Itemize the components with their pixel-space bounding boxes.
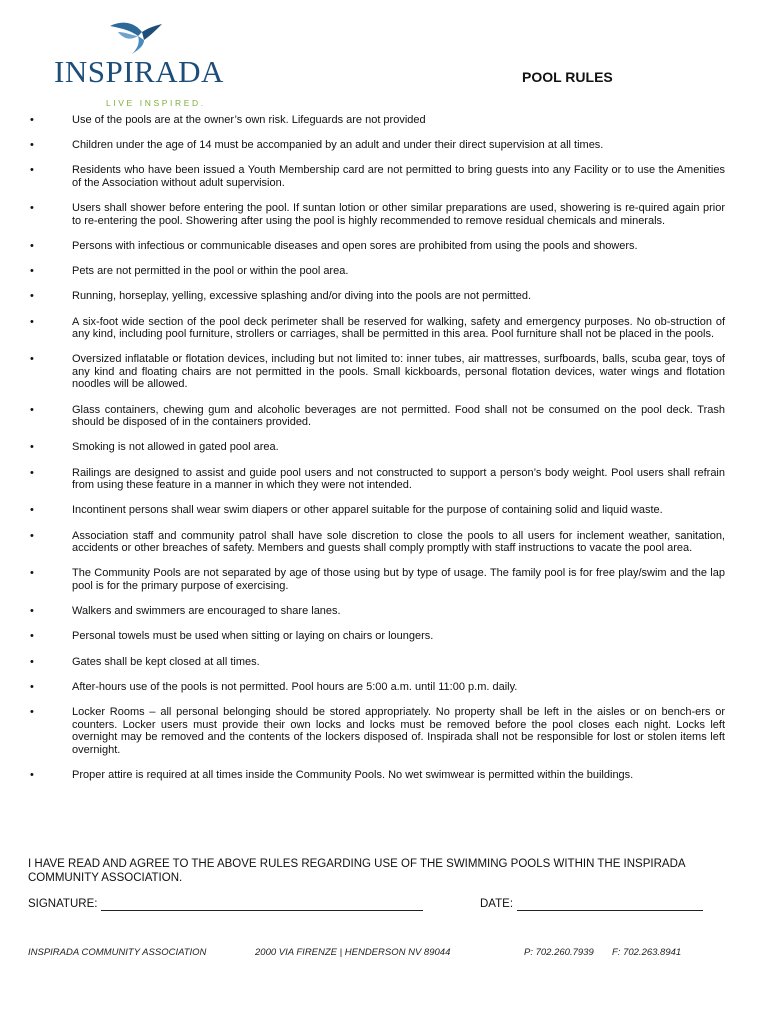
bullet-icon: • — [30, 605, 34, 618]
rule-text: Persons with infectious or communicable diseases and open sores are prohibited from using the pools and showers. — [72, 239, 638, 252]
bullet-icon: • — [30, 315, 34, 328]
bullet-icon: • — [30, 265, 34, 278]
rule-text: Incontinent persons shall wear swim diapers or other apparel suitable for the purpose of containing solid and liquid waste. — [72, 504, 663, 517]
rule-text: Smoking is not allowed in gated pool area. — [72, 441, 279, 454]
bullet-icon: • — [30, 403, 34, 416]
bullet-icon: • — [30, 466, 34, 479]
page-title: POOL RULES — [522, 69, 613, 85]
bullet-icon: • — [30, 680, 34, 693]
rule-text: Walkers and swimmers are encouraged to share lanes. — [72, 605, 341, 618]
agreement-statement: I HAVE READ AND AGREE TO THE ABOVE RULES REGARDING USE OF THE SWIMMING POOLS WITHIN THE INSPIRADA COMMUNITY ASSOCIATION. — [28, 858, 685, 884]
logo-wordmark: INSPIRADA — [54, 54, 224, 89]
rule-item — [30, 139, 725, 152]
hummingbird-icon — [108, 18, 164, 58]
rule-item — [30, 404, 725, 429]
footer-phone: P: 702.260.7939 — [524, 947, 594, 958]
rule-text: Running, horseplay, yelling, excessive splashing and/or diving into the pools are not permitted. — [72, 290, 532, 303]
rule-item — [30, 504, 725, 517]
rule-text: The Community Pools are not separated by age of those using but by type of usage. The family pool is for free play/swim and the lap pool is for the primary purpose of exercising. — [72, 567, 725, 592]
bullet-icon: • — [30, 655, 34, 668]
rule-item — [30, 240, 725, 253]
rule-item — [30, 605, 725, 618]
date-label: DATE: — [480, 898, 514, 910]
rule-text: Oversized inflatable or flotation devices, including but not limited to: inner tubes, air mattresses, surfboards, balls, scuba gear, toys of any kind and floating chairs are not permitted in the pools. Small kickboards, personal flotation devices, water wings and flotation noodles will be allowed. — [72, 353, 725, 391]
rule-text: Children under the age of 14 must be accompanied by an adult and under their direct supervision at all times. — [72, 139, 604, 152]
bullet-icon: • — [30, 114, 34, 126]
bullet-icon: • — [30, 164, 34, 177]
rule-text: After-hours use of the pools is not permitted. Pool hours are 5:00 a.m. until 11:00 p.m. daily. — [72, 680, 518, 693]
bullet-icon: • — [30, 567, 34, 580]
bullet-icon: • — [30, 353, 34, 366]
rule-text: Personal towels must be used when sitting or laying on chairs or loungers. — [72, 630, 434, 643]
signature-line[interactable] — [101, 910, 423, 911]
bullet-icon: • — [30, 504, 34, 517]
signature-label: SIGNATURE: — [28, 898, 98, 910]
rules-list — [30, 114, 725, 794]
rule-item — [30, 316, 725, 341]
rule-text: A six-foot wide section of the pool deck perimeter shall be reserved for walking, safety and emergency purposes. No ob-struction of any kind, including pool furniture, strollers or carriages, shall be permitted in this area. Pool furniture shall not be placed in the pools. — [72, 315, 725, 341]
rule-item — [30, 114, 725, 127]
rule-item — [30, 353, 725, 391]
rule-item — [30, 164, 725, 189]
bullet-icon: • — [30, 630, 34, 643]
rule-text: Use of the pools are at the owner’s own risk. Lifeguards are not provided — [72, 114, 426, 126]
rule-item — [30, 630, 725, 643]
rule-text: Users shall shower before entering the pool. If suntan lotion or other similar preparations are used, showering is re-quired again prior to re-entering the pool. Showering after using the pool is highly recommended to remove residual chemicals and minerals. — [72, 202, 725, 227]
bullet-icon: • — [30, 139, 34, 152]
footer-org: INSPIRADA COMMUNITY ASSOCIATION — [28, 947, 207, 958]
rule-text: Glass containers, chewing gum and alcoholic beverages are not permitted. Food shall not be consumed on the pool deck. Trash should be disposed of in the containers provided. — [72, 403, 725, 429]
bullet-icon: • — [30, 202, 34, 215]
logo-tagline: LIVE INSPIRED. — [106, 98, 206, 108]
footer-fax: F: 702.263.8941 — [612, 947, 682, 958]
inspirada-logo — [50, 18, 240, 108]
rule-text: Pets are not permitted in the pool or within the pool area. — [72, 265, 349, 278]
rule-item — [30, 656, 725, 669]
footer-address: 2000 VIA FIRENZE | HENDERSON NV 89044 — [255, 947, 451, 958]
rule-item — [30, 769, 725, 782]
rule-item — [30, 681, 725, 694]
rule-item — [30, 202, 725, 227]
rule-text: Proper attire is required at all times inside the Community Pools. No wet swimwear is permitted within the buildings. — [72, 768, 634, 781]
rule-text: Locker Rooms – all personal belonging should be stored appropriately. No property shall be left in the aisles or on bench-ers or counters. Locker users must provide their own locks and locks must be removed before the pool closes each night. Locks left overnight may be removed and the contents of the lockers disposed of. Inspirada shall not be responsible for lost or stolen items left overnight. — [72, 705, 725, 756]
bullet-icon: • — [30, 705, 34, 718]
bullet-icon: • — [30, 529, 34, 542]
rule-item — [30, 441, 725, 454]
rule-text: Railings are designed to assist and guide pool users and not constructed to support a person’s body weight. Pool users shall refrain from using these feature in a manner in which they were not intended. — [72, 466, 725, 492]
bullet-icon: • — [30, 768, 34, 781]
rule-item — [30, 567, 725, 592]
date-line[interactable] — [517, 910, 703, 911]
rule-item — [30, 265, 725, 278]
rule-text: Residents who have been issued a Youth Membership card are not permitted to bring guests into any Facility or to use the Amenities of the Association without adult supervision. — [72, 164, 725, 189]
rule-item — [30, 467, 725, 492]
rule-item — [30, 706, 725, 756]
rule-item — [30, 530, 725, 555]
bullet-icon: • — [30, 239, 34, 252]
rule-text: Gates shall be kept closed at all times. — [72, 655, 260, 668]
rule-text: Association staff and community patrol shall have sole discretion to close the pools to all users for inclement weather, sanitation, accidents or other breaches of safety. Members and guests shall comply promptly with staff instructions to vacate the pool area. — [72, 529, 725, 555]
bullet-icon: • — [30, 441, 34, 454]
bullet-icon: • — [30, 290, 34, 303]
rule-item — [30, 290, 725, 303]
